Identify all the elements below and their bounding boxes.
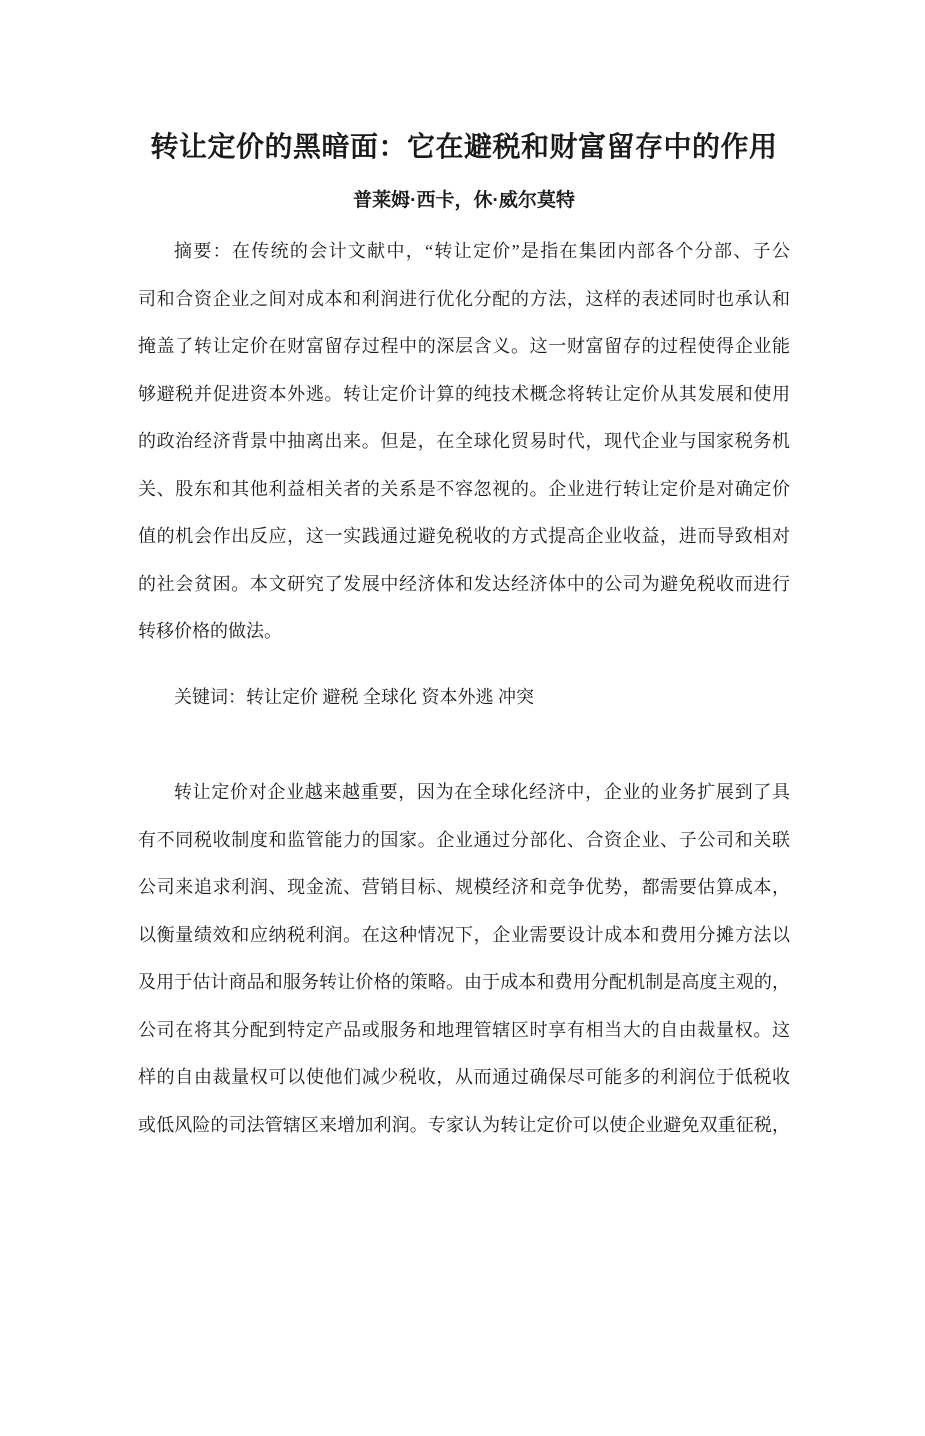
document-page	[0, 127, 925, 1436]
body-paragraph	[138, 769, 790, 1149]
body-line: 或低风险的司法管辖区来增加利润。专家认为转让定价可以使企业避免双重征税，	[138, 1114, 790, 1135]
body-line: 及用于估计商品和服务转让价格的策略。由于成本和费用分配机制是高度主观的，	[138, 972, 790, 992]
abstract-line: 司和合资企业之间对成本和利润进行优化分配的方法，这样的表述同时也承认和	[138, 288, 790, 309]
abstract-line: 转移价格的做法。	[138, 621, 282, 641]
abstract-line: 够避税并促进资本外逃。转让定价计算的纯技术概念将转让定价从其发展和使用	[138, 383, 790, 404]
abstract-line: 的政治经济背景中抽离出来。但是，在全球化贸易时代，现代企业与国家税务机	[138, 431, 790, 451]
abstract-line: 摘要：在传统的会计文献中，“转让定价”是指在集团内部各个分部、子公	[174, 241, 790, 261]
keywords-line: 关键词：转让定价 避税 全球化 资本外逃 冲突	[174, 686, 534, 707]
document-content	[138, 127, 790, 1149]
abstract-line: 的社会贫困。本文研究了发展中经济体和发达经济体中的公司为避免税收而进行	[138, 573, 790, 594]
authors-line: 普莱姆·西卡，休·威尔莫特	[353, 190, 575, 211]
body-line: 以衡量绩效和应纳税利润。在这种情况下，企业需要设计成本和费用分摊方法以	[138, 924, 790, 945]
abstract-line: 掩盖了转让定价在财富留存过程中的深层含义。这一财富留存的过程使得企业能	[138, 336, 790, 356]
body-line: 转让定价对企业越来越重要，因为在全球化经济中，企业的业务扩展到了具	[174, 782, 790, 802]
page-title: 转让定价的黑暗面：它在避税和财富留存中的作用	[150, 131, 778, 162]
body-line: 公司在将其分配到特定产品或服务和地理管辖区时享有相当大的自由裁量权。这	[138, 1019, 790, 1040]
body-line: 有不同税收制度和监管能力的国家。企业通过分部化、合资企业、子公司和关联	[138, 829, 790, 850]
body-line: 公司来追求利润、现金流、营销目标、规模经济和竞争优势，都需要估算成本，	[138, 877, 790, 897]
abstract-line: 关、股东和其他利益相关者的关系是不容忽视的。企业进行转让定价是对确定价	[138, 478, 790, 499]
abstract-line: 值的机会作出反应，这一实践通过避免税收的方式提高企业收益，进而导致相对	[138, 526, 790, 546]
abstract-paragraph	[138, 228, 790, 656]
body-line: 样的自由裁量权可以使他们减少税收，从而通过确保尽可能多的利润位于低税收	[138, 1067, 790, 1087]
